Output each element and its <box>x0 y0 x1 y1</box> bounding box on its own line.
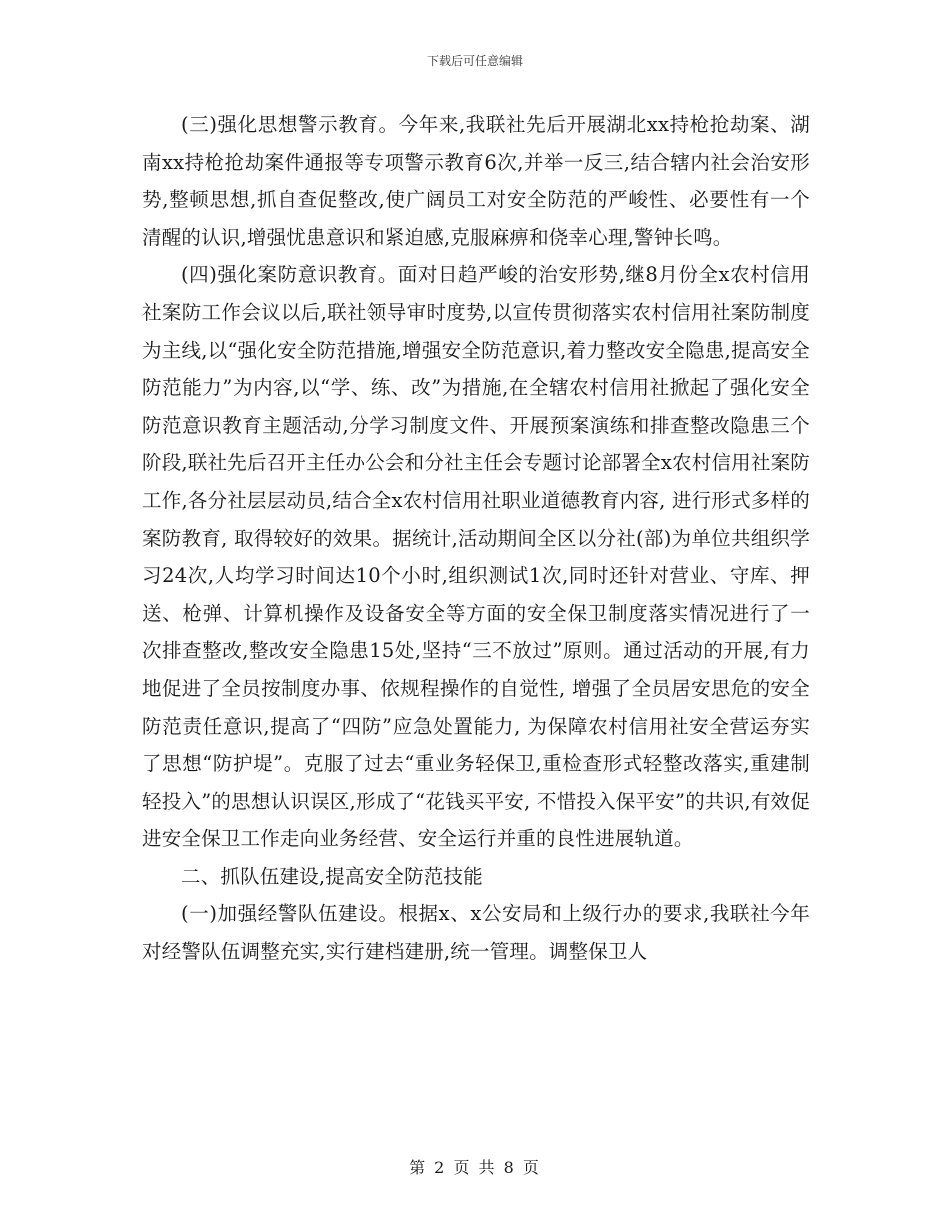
section-heading-team-building: 二、抓队伍建设,提高安全防范技能 <box>181 864 483 888</box>
paragraph-case-prevention-education: (四)强化案防意识教育。面对日趋严峻的治安形势,继8月份全x农村信用社案防工作会议以后,联社领导审时度势,以宣传贯彻落实农村信用社案防制度为主线,以“强化安全防范措施,增强安全防范意识,着力整改安全隐患,提高安全防范能力”为内容,以“学、练、改”为措施,在全辖农村信用社掀起了强化安全防范意识教育主题活动,分学习制度文件、开展预案演练和排查整改隐患三个阶段,联社先后召开主任办公会和分社主任会专题讨论部署全x农村信用社案防工作,各分社层层动员,结合全x农村信用社职业道德教育内容, 进行形式多样的案防教育, 取得较好的效果。据统计,活动期间全区以分社(部)为单位共组织学习24次,人均学习时间达10个小时,组织测试1次,同时还针对营业、守库、押送、枪弹、计算机操作及设备安全等方面的安全保卫制度落实情况进行了一次排查整改,整改安全隐患15处,坚持“三不放过”原则。通过活动的开展,有力地促进了全员按制度办事、依规程操作的自觉性, 增强了全员居安思危的安全防范责任意识,提高了“四防”应急处置能力, 为保障农村信用社安全营运夯实了思想“防护堤”。克服了过去“重业务轻保卫,重检查形式轻整改落实,重建制轻投入”的思想认识误区,形成了“花钱买平安, 不惜投入保平安”的共识,有效促进安全保卫工作走向业务经营、安全运行并重的良性进展轨道。 <box>142 263 810 851</box>
page-header: 下载后可任意编辑 <box>426 54 523 68</box>
page-footer: 第 2 页 共 8 页 <box>409 1158 541 1177</box>
paragraph-security-team: (一)加强经警队伍建设。根据x、x公安局和上级行办的要求,我联社今年对经警队伍调整充实,实行建档建册,统一管理。调整保卫人 <box>142 902 810 964</box>
document-body <box>142 106 810 971</box>
paragraph-warning-education: (三)强化思想警示教育。今年来,我联社先后开展湖北xx持枪抢劫案、湖南xx持枪抢劫案件通报等专项警示教育6次,并举一反三,结合辖内社会治安形势,整顿思想,抓自查促整改,使广阔员工对安全防范的严峻性、必要性有一个清醒的认识,增强忧患意识和紧迫感,克服麻痹和侥幸心理,警钟长鸣。 <box>142 113 810 249</box>
